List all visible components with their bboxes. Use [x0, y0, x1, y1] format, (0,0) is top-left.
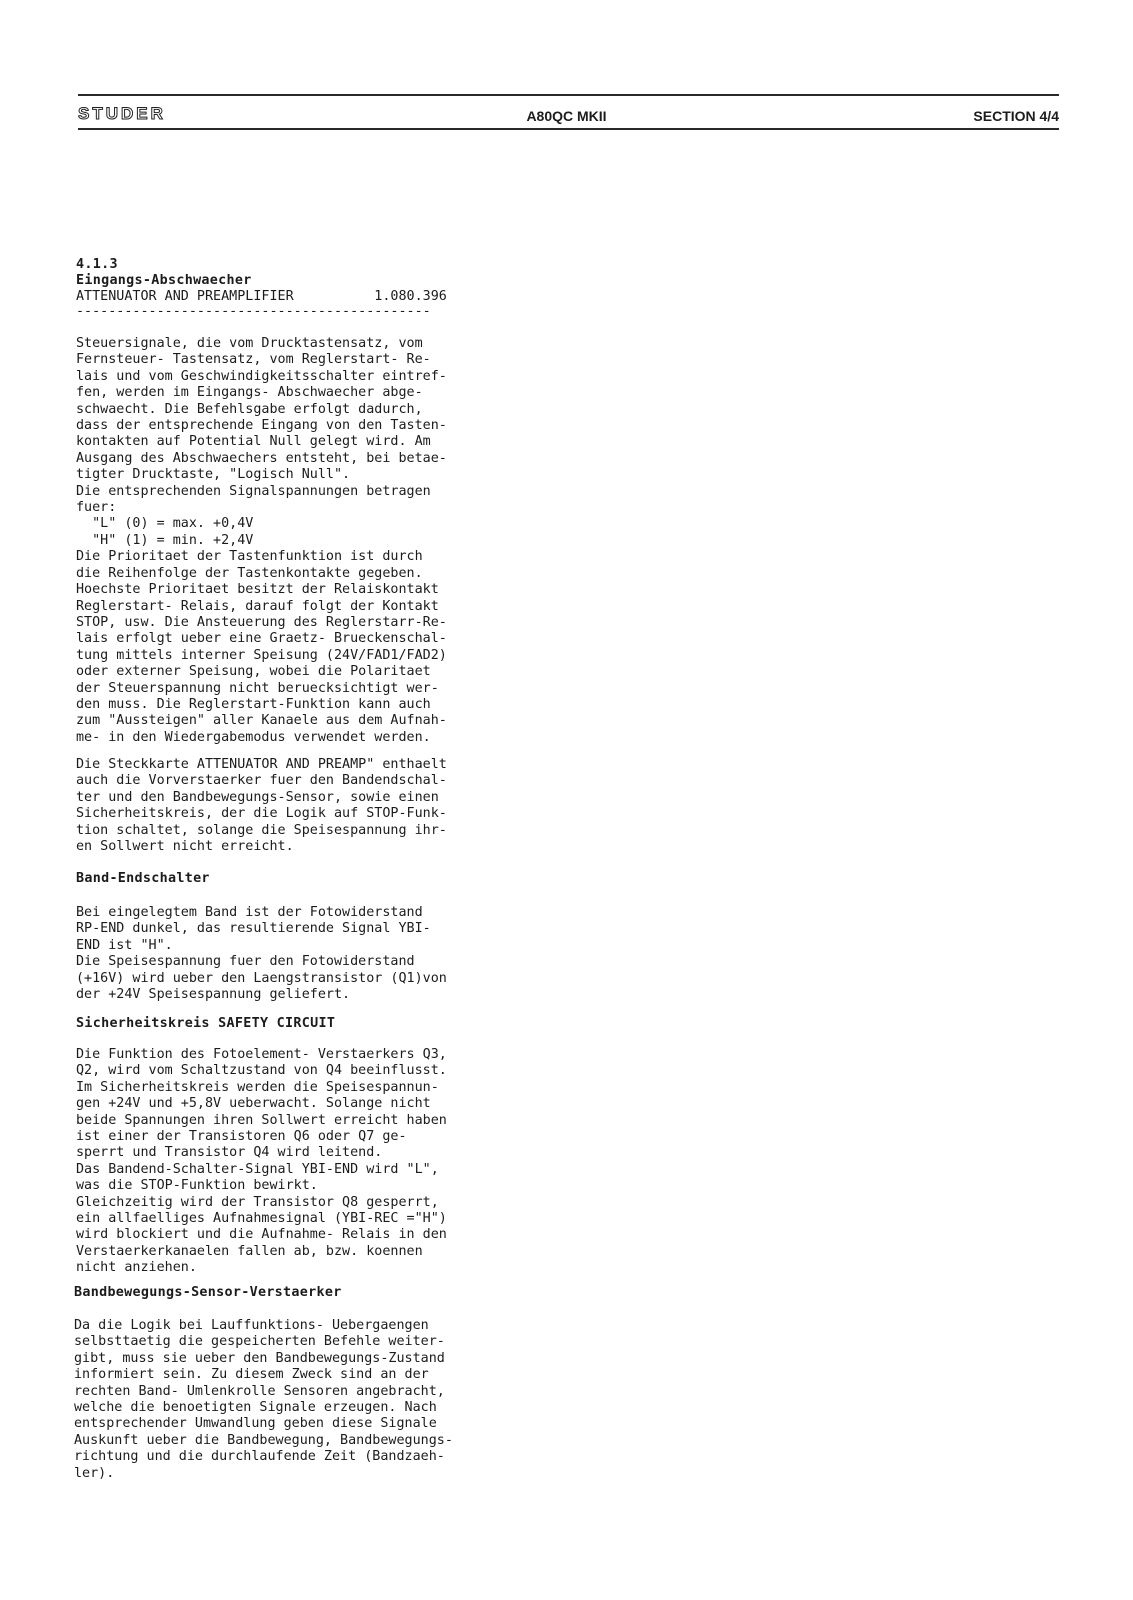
- paragraph-plug-in-card: Die Steckkarte ATTENUATOR AND PREAMP" enthaelt auch die Vorverstaerker fuer den Bandendschal- ter und den Bandbewegungs-Sensor, sowie einen Sicherheitskreis, der die Logik auf STOP-Funk- tion schaltet, solange die Speisespannung ihr- en Sollwert nicht erreicht.: [76, 757, 447, 855]
- section-label: SECTION 4/4: [973, 108, 1059, 124]
- model-label: A80QC MKII: [526, 108, 607, 124]
- section-title-german: Eingangs-Abschwaecher: [76, 273, 252, 288]
- paragraph-tape-motion-sensor: Da die Logik bei Lauffunktions- Uebergaengen selbsttaetig die gespeicherten Befehle weiter- gibt, muss sie ueber den Bandbewegungs-Zustand informiert sein. Zu diesem Zweck sind an der rechten Band- Umlenkrolle Sensoren angebracht, welche die benoetigten Signale erzeugen. Nach entsprechender Umwandlung geben diese Signale Auskunft ueber die Bandbewegung, Bandbewegungs- richtung und die durchlaufende Zeit (Bandzaeh- ler).: [74, 1318, 453, 1481]
- dashed-rule: --------------------------------------------: [76, 304, 431, 319]
- paragraph-control-signals: Steuersignale, die vom Drucktastensatz, vom Fernsteuer- Tastensatz, vom Reglerstart- Re- lais und vom Geschwindigkeitsschalter eintref- fen, werden im Eingangs- Abschwaecher abge- schwaecht. Die Befehlsgabe erfolgt dadurch, dass der entsprechende Eingang von den Tasten- kontakten auf Potential Null gelegt wird. Am Ausgang des Abschwaechers entsteht, bei betae- tigter Drucktaste, "Logisch Null". Die entsprechenden Signalspannungen betragen fuer: "L" (0) = max. +0,4V "H" (1) = min. +2,4V Die Prioritaet der Tastenfunktion ist durch die Reihenfolge der Tastenkontakte gegeben. Hoechste Prioritaet besitzt der Relaiskontakt Reglerstart- Relais, darauf folgt der Kontakt STOP, usw. Die Ansteuerung des Reglerstarr-Re- lais erfolgt ueber eine Graetz- Brueckenschal- tung mittels interner Speisung (24V/FAD1/FAD2) oder externer Speisung, wobei die Polaritaet der Steuerspannung nicht beruecksichtigt wer- den muss. Die Reglerstart-Funktion kann auch zum "Aussteigen" aller Kanaele aus dem Aufnah- me- in den Wiedergabemodus verwendet werden.: [76, 336, 447, 745]
- heading-safety-circuit: Sicherheitskreis SAFETY CIRCUIT: [76, 1016, 336, 1031]
- section-title-english: [76, 289, 536, 305]
- paragraph-band-endschalter: Bei eingelegtem Band ist der Fotowiderstand RP-END dunkel, das resultierende Signal YBI- END ist "H". Die Speisespannung fuer den Fotowiderstand (+16V) wird ueber den Laengstransistor (Q1)von der +24V Speisespannung geliefert.: [76, 905, 447, 1003]
- heading-band-endschalter: Band-Endschalter: [76, 871, 210, 886]
- section-number: 4.1.3: [76, 257, 118, 272]
- header-top-rule: [78, 94, 1059, 96]
- heading-tape-motion-sensor: Bandbewegungs-Sensor-Verstaerker: [74, 1285, 342, 1300]
- header-bottom-rule: [78, 128, 1059, 130]
- title-english-text: ATTENUATOR AND PREAMPLIFIER: [76, 289, 294, 304]
- studer-logo: STUDER: [78, 104, 166, 123]
- part-number: 1.080.396: [374, 289, 447, 304]
- paragraph-safety-circuit: Die Funktion des Fotoelement- Verstaerkers Q3, Q2, wird vom Schaltzustand von Q4 beeinflusst. Im Sicherheitskreis werden die Speisespannun- gen +24V und +5,8V ueberwacht. Solange nicht beide Spannungen ihren Sollwert erreicht haben ist einer der Transistoren Q6 oder Q7 ge- sperrt und Transistor Q4 wird leitend. Das Bandend-Schalter-Signal YBI-END wird "L", was die STOP-Funktion bewirkt. Gleichzeitig wird der Transistor Q8 gesperrt, ein allfaelliges Aufnahmesignal (YBI-REC ="H") wird blockiert und die Aufnahme- Relais in den Verstaerkerkanaelen fallen ab, bzw. koennen nicht anziehen.: [76, 1047, 447, 1276]
